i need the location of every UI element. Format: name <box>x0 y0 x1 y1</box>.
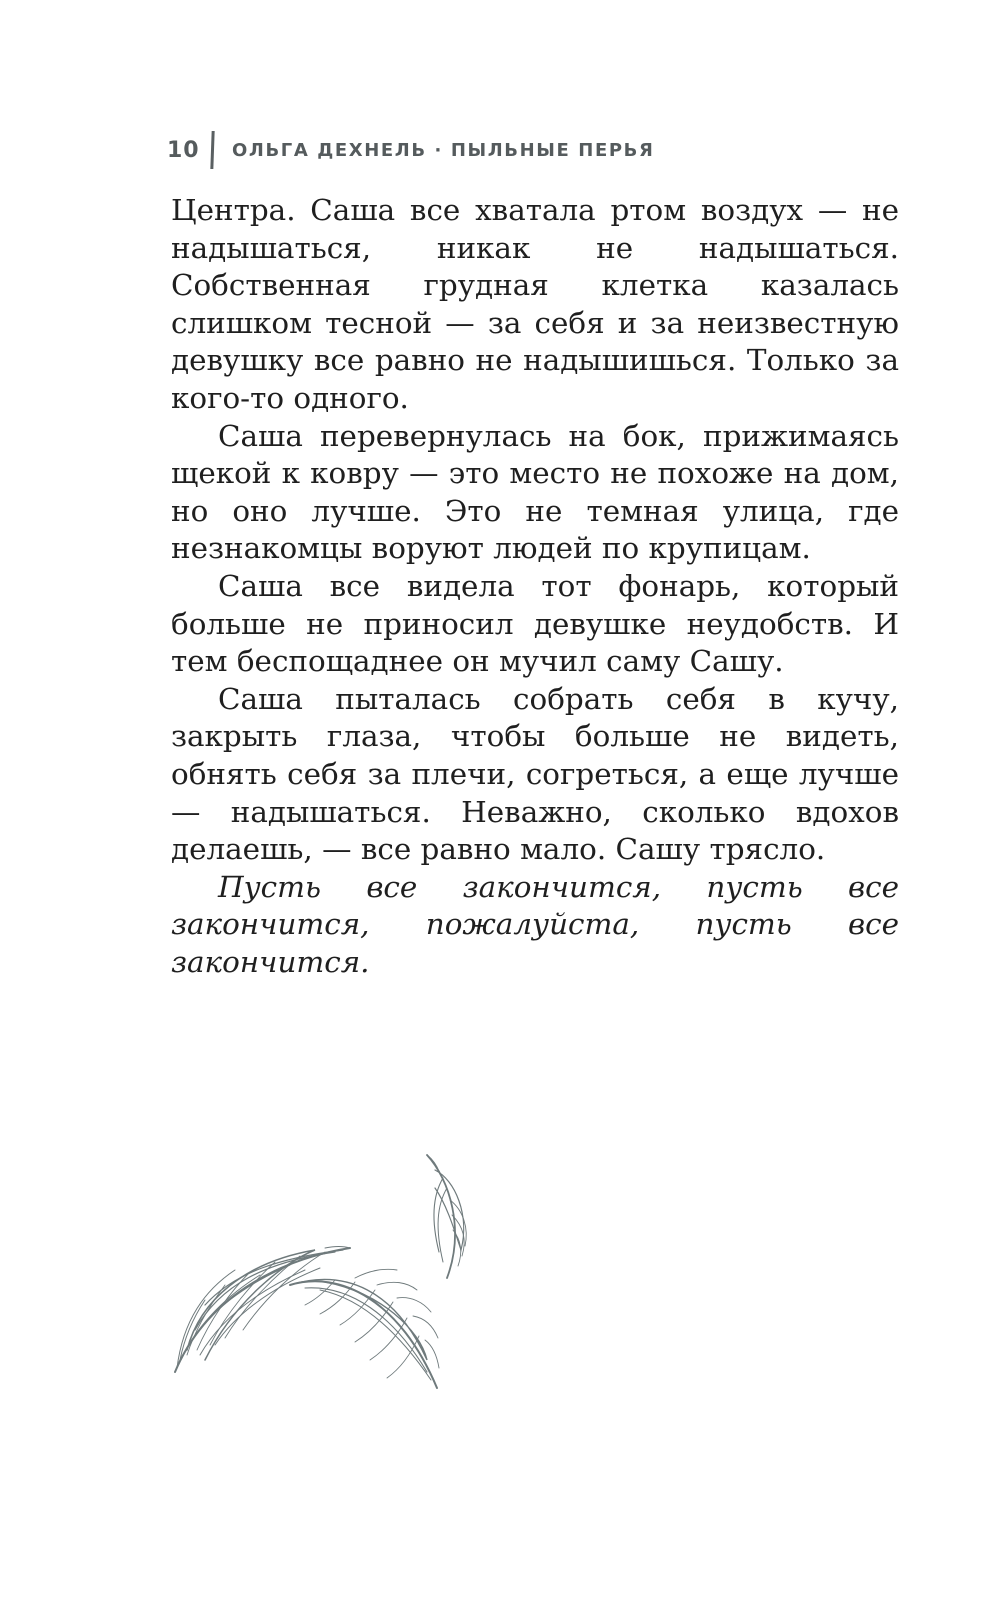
paragraph-3: Саша все видела тот фонарь, который больше не приносил девушке неудобств. И тем беспощаднее он мучил саму Сашу. <box>171 568 899 679</box>
running-title: ОЛЬГА ДЕХНЕЛЬ · ПЫЛЬНЫЕ ПЕРЬЯ <box>232 139 655 161</box>
paragraph-1: Центра. Саша все хватала ртом воздух — не надышаться, никак не надышаться. Собственная грудная клетка казалась слишком тесной — за себя и за неизвестную девушку все равно не надышишься. Только за кого-то одного. <box>171 193 899 415</box>
page-number: 10 <box>167 137 200 163</box>
running-head <box>167 132 654 168</box>
paragraph-2: Саша перевернулась на бок, прижимаясь щекой к ковру — это место не похоже на дом, но оно лучше. Это не темная улица, где незнакомцы воруют людей по крупицам. <box>171 418 899 566</box>
header-divider <box>210 131 214 169</box>
large-feather-icon <box>175 1247 350 1373</box>
body-text <box>171 192 899 981</box>
feathers-illustration <box>165 1000 505 1460</box>
paragraph-4: Саша пыталась собрать себя в кучу, закрыть глаза, чтобы больше не видеть, обнять себя за плечи, согреться, а еще лучше — надышаться. Неважно, сколько вдохов делаешь, — все равно мало. Сашу трясло. <box>171 681 899 867</box>
middle-feather-icon <box>290 1269 439 1388</box>
paragraph-5-italic: Пусть все закончится, пусть все закончится, пожалуйста, пусть все закончится. <box>171 869 899 979</box>
small-feather-icon <box>427 1155 466 1278</box>
